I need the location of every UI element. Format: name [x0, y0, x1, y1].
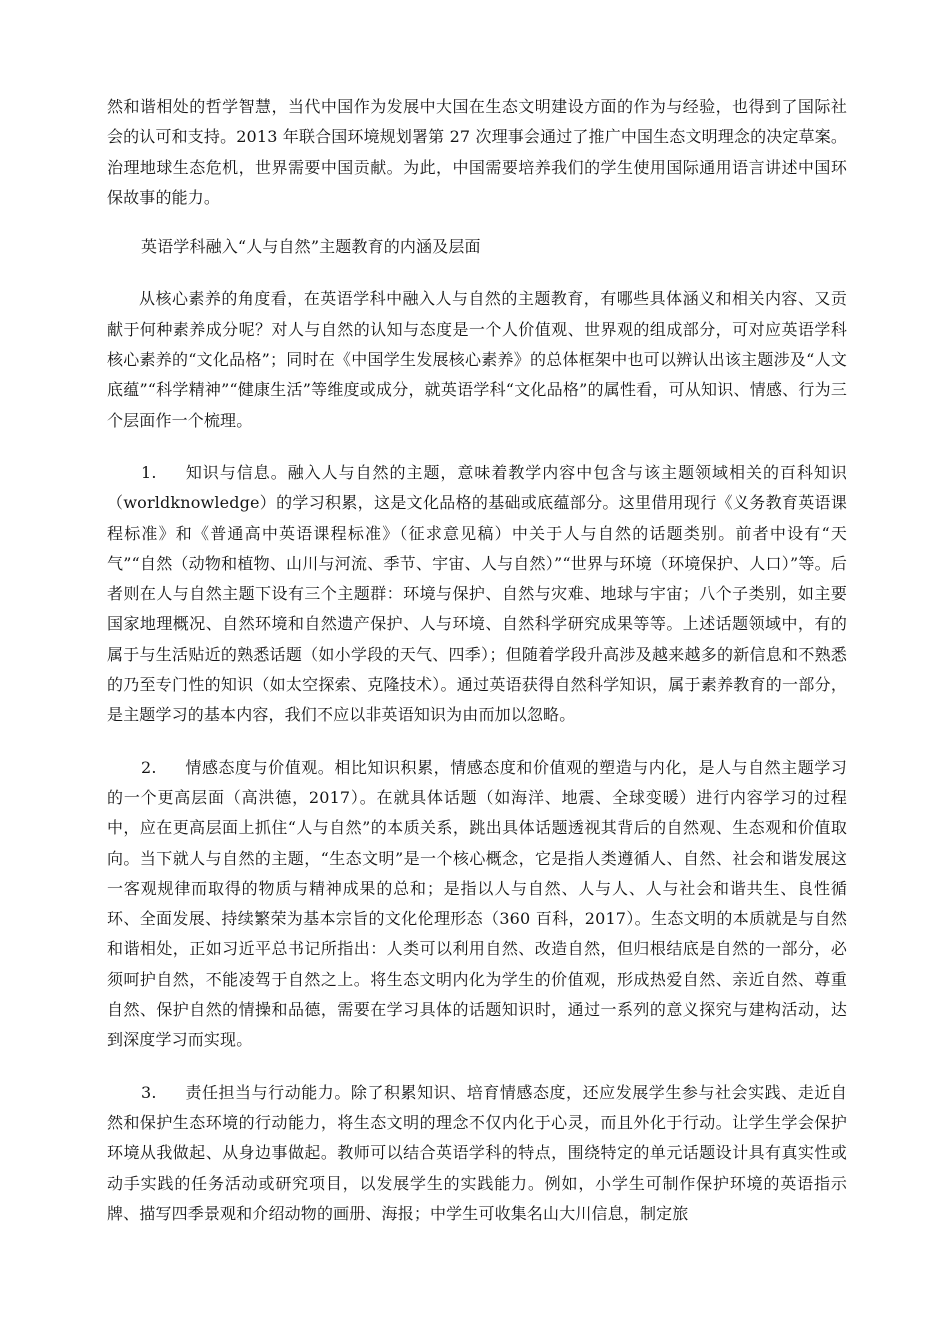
list-item-text: 责任担当与行动能力。除了积累知识、培育情感态度，还应发展学生参与社会实践、走近自然和保护生态环境的行动能力，将生态文明的理念不仅内化于心灵，而且外化于行动。让学生学会保护环境从我做起、从身边事做起。教师可以结合英语学科的特点，围绕特定的单元话题设计具有真实性或动手实践的任务活动或研究项目，以发展学生的实践能力。例如，小学生可制作保护环境的英语指示牌、描写四季景观和介绍动物的画册、海报；中学生可收集名山大川信息，制定旅	[107, 1082, 847, 1223]
paragraph-intro-continued: 然和谐相处的哲学智慧，当代中国作为发展中大国在生态文明建设方面的作为与经验，也得到了国际社会的认可和支持。2013 年联合国环境规划署第 27 次理事会通过了推广中国生态文明理念的决定草案。治理地球生态危机，世界需要中国贡献。为此，中国需要培养我们的学生使用国际通用语言讲述中国环保故事的能力。	[107, 97, 847, 207]
list-item-text: 知识与信息。融入人与自然的主题，意味着教学内容中包含与该主题领域相关的百科知识（worldknowledge）的学习积累，这是文化品格的基础或底蕴部分。这里借用现行《义务教育英语课程标准》和《普通高中英语课程标准》（征求意见稿）中关于人与自然的话题类别。前者中设有“天气”“自然（动物和植物、山川与河流、季节、宇宙、人与自然）”“世界与环境（环境保护、人口）”等。后者则在人与自然主题下设有三个主题群：环境与保护、自然与灾难、地球与宇宙；八个子类别，如主要国家地理概况、自然环境和自然遗产保护、人与环境、自然科学研究成果等等。上述话题领域中，有的属于与生活贴近的熟悉话题（如小学段的天气、四季）；但随着学段升高涉及越来越多的新信息和不熟悉的乃至专门性的知识（如太空探索、克隆技术）。通过英语获得自然科学知识，属于素养教育的一部分，是主题学习的基本内容，我们不应以非英语知识为由而加以忽略。	[107, 462, 847, 725]
list-item-responsibility-action	[107, 1078, 847, 1229]
document-body	[107, 92, 847, 1229]
section-heading: 英语学科融入“人与自然”主题教育的内涵及层面	[141, 237, 481, 257]
list-item-number: 3.	[141, 1082, 157, 1102]
list-item-number: 1.	[141, 462, 157, 482]
list-item-knowledge	[107, 458, 847, 731]
list-item-text: 情感态度与价值观。相比知识积累，情感态度和价值观的塑造与内化，是人与自然主题学习的一个更高层面（高洪德，2017）。在就具体话题（如海洋、地震、全球变暖）进行内容学习的过程中，应在更高层面上抓住“人与自然”的本质关系，跳出具体话题透视其背后的自然观、生态观和价值取向。当下就人与自然的主题，“生态文明”是一个核心概念，它是指人类遵循人、自然、社会和谐发展这一客观规律而取得的物质与精神成果的总和；是指以人与自然、人与人、人与社会和谐共生、良性循环、全面发展、持续繁荣为基本宗旨的文化伦理形态（360 百科，2017）。生态文明的本质就是与自然和谐相处，正如习近平总书记所指出：人类可以利用自然、改造自然，但归根结底是自然的一部分，必须呵护自然，不能凌驾于自然之上。将生态文明内化为学生的价值观，形成热爱自然、亲近自然、尊重自然、保护自然的情操和品德，需要在学习具体的话题知识时，通过一系列的意义探究与建构活动，达到深度学习而实现。	[107, 757, 847, 1050]
list-item-number: 2.	[141, 757, 157, 777]
paragraph-section-intro: 从核心素养的角度看，在英语学科中融入人与自然的主题教育，有哪些具体涵义和相关内容、又贡献于何种素养成分呢？对人与自然的认知与态度是一个人价值观、世界观的组成部分，可对应英语学科核心素养的“文化品格”；同时在《中国学生发展核心素养》的总体框架中也可以辨认出该主题涉及“人文底蕴”“科学精神”“健康生活”等维度或成分，就英语学科“文化品格”的属性看，可从知识、情感、行为三个层面作一个梳理。	[107, 289, 847, 430]
list-item-attitude-values	[107, 753, 847, 1056]
